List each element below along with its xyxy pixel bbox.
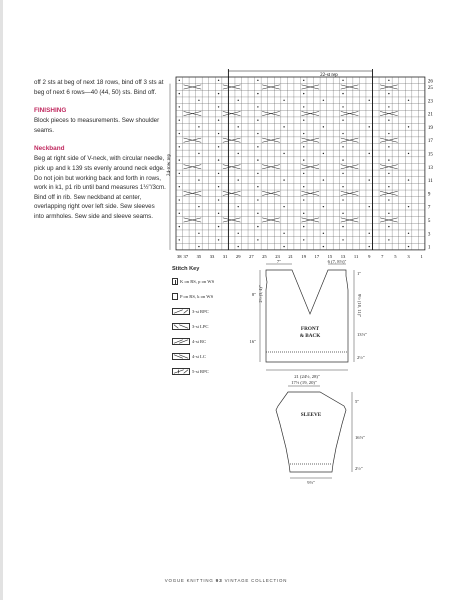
purl-symbol-icon	[172, 293, 178, 300]
sleeve-cuff-width-dim: 9½"	[307, 480, 315, 485]
purl-dot	[303, 239, 304, 240]
sleeve-cuff-dim: 2½"	[355, 466, 363, 471]
purl-dot	[342, 146, 343, 147]
body-label-back: & BACK	[299, 333, 321, 339]
body-side-right-dim: 13½"	[357, 332, 367, 337]
stitch-number: 29	[235, 253, 241, 259]
purl-dot	[179, 80, 180, 81]
purl-dot	[218, 120, 219, 121]
neckband-text: Beg at right side of V-neck, with circular needle, pick up and k 139 sts evenly around neck edge. Do not join but working back and forth in rows, work in k1, p1 rib until band measures 1½"/3cm. Bind off in rib. Sew neckband at center, overlapping right over left side. Sew sleeves into armholes. Sew side and sleeve seams.	[34, 155, 166, 220]
purl-dot	[283, 100, 284, 101]
purl-dot	[257, 213, 258, 214]
row-number: 7	[427, 205, 431, 211]
purl-dot	[179, 159, 180, 160]
purl-dot	[408, 246, 409, 247]
footer-collection: VINTAGE COLLECTION	[224, 578, 288, 583]
row-labels	[428, 79, 434, 250]
purl-dot	[369, 179, 370, 180]
purl-dot	[388, 146, 389, 147]
purl-dot	[303, 199, 304, 200]
purl-dot	[238, 206, 239, 207]
stitch-number: 15	[327, 253, 333, 259]
purl-dot	[342, 186, 343, 187]
stitch-number: 17	[314, 253, 320, 259]
rpc5-symbol-icon	[172, 368, 190, 375]
body-top-right-dim: 6 (7, 8½)"	[327, 259, 347, 264]
purl-dot	[179, 226, 180, 227]
purl-dot	[179, 186, 180, 187]
purl-dot	[218, 159, 219, 160]
purl-dot	[388, 120, 389, 121]
purl-dot	[388, 213, 389, 214]
purl-dot	[238, 179, 239, 180]
instructions-column	[34, 78, 166, 222]
purl-dot	[218, 133, 219, 134]
purl-dot	[238, 153, 239, 154]
row-number: 26	[427, 79, 433, 85]
schematics	[236, 258, 376, 490]
body-label-front: FRONT	[300, 326, 320, 332]
lpc3-symbol-icon	[172, 323, 190, 330]
row-number: 25	[427, 85, 433, 91]
purl-dot	[179, 146, 180, 147]
purl-dot	[303, 120, 304, 121]
body-armhole-dim: 9½ (10, 11)"	[357, 294, 362, 318]
purl-dot	[198, 246, 199, 247]
row-number: 19	[427, 125, 433, 131]
sleeve-cap-dim: 5"	[355, 399, 360, 404]
purl-dot	[257, 159, 258, 160]
page-edge	[0, 0, 3, 600]
purl-dot	[257, 239, 258, 240]
stitch-number: 27	[249, 253, 254, 259]
purl-dot	[369, 206, 370, 207]
purl-dot	[257, 93, 258, 94]
purl-dot	[238, 100, 239, 101]
purl-dot	[342, 159, 343, 160]
purl-dot	[218, 173, 219, 174]
stitch-key-label: K on RS, p on WS	[180, 278, 215, 284]
rpc3-symbol-icon	[172, 308, 190, 315]
purl-dot	[218, 239, 219, 240]
row-number: 11	[427, 179, 433, 185]
stitch-number: 23	[275, 253, 280, 259]
purl-dot	[342, 239, 343, 240]
purl-dot	[342, 199, 343, 200]
body-length-dim: 16"	[249, 339, 256, 344]
purl-dot	[388, 186, 389, 187]
purl-dot	[179, 239, 180, 240]
cable-chart-svg	[150, 60, 435, 259]
purl-dot	[257, 173, 258, 174]
purl-dot	[323, 179, 324, 180]
purl-dot	[198, 100, 199, 101]
purl-dot	[257, 146, 258, 147]
purl-dot	[257, 133, 258, 134]
purl-dot	[218, 213, 219, 214]
page-number: 93	[215, 579, 223, 584]
instructions-intro: off 2 sts at beg of next 18 rows, bind off 3 sts at beg of next 6 rows—40 (44, 50) sts. Bind off.	[34, 79, 164, 96]
purl-dot	[388, 106, 389, 107]
purl-dot	[342, 226, 343, 227]
purl-dot	[323, 233, 324, 234]
sleeve-label: SLEEVE	[300, 412, 322, 418]
stitch-number: 33	[209, 253, 215, 259]
purl-dot	[179, 120, 180, 121]
neckband-heading: Neckband	[34, 145, 65, 153]
purl-dot	[342, 120, 343, 121]
row-number: 9	[427, 192, 431, 198]
purl-dot	[283, 153, 284, 154]
purl-dot	[369, 100, 370, 101]
purl-dot	[238, 233, 239, 234]
purl-dot	[198, 153, 199, 154]
purl-dot	[257, 80, 258, 81]
body-v-depth-dim: 8"	[251, 292, 256, 297]
sleeve-outline	[276, 392, 346, 472]
purl-dot	[388, 173, 389, 174]
purl-dot	[408, 233, 409, 234]
stitch-number: 5	[394, 253, 397, 259]
body-rib-dim: 2½"	[357, 355, 365, 360]
schematics-svg	[236, 258, 376, 490]
purl-dot	[198, 206, 199, 207]
purl-dot	[388, 199, 389, 200]
stitch-key-label: 3-st RPC	[192, 308, 209, 314]
body-width-dim: 21 (24½, 28)"	[294, 374, 320, 379]
stitch-number: 1	[420, 253, 423, 259]
stitch-number: 25	[262, 253, 267, 259]
row-number: 15	[427, 152, 433, 158]
purl-dot	[218, 106, 219, 107]
purl-dot	[342, 133, 343, 134]
row-number: 23	[427, 99, 433, 105]
purl-dot	[218, 146, 219, 147]
row-number: 17	[427, 139, 433, 145]
purl-dot	[218, 199, 219, 200]
purl-dot	[303, 93, 304, 94]
purl-dot	[369, 126, 370, 127]
purl-dot	[218, 186, 219, 187]
purl-dot	[342, 213, 343, 214]
footer-magazine: VOGUE KNITTING	[164, 578, 214, 583]
purl-dot	[369, 153, 370, 154]
row-number: 3	[427, 232, 431, 238]
finishing-text: Block pieces to measurements. Sew shoulder seams.	[34, 117, 160, 134]
stitch-number: 38	[176, 253, 182, 259]
sleeve-length-dim: 16½"	[355, 435, 365, 440]
purl-dot	[198, 179, 199, 180]
purl-dot	[388, 226, 389, 227]
purl-dot	[218, 226, 219, 227]
purl-dot	[323, 100, 324, 101]
stitch-number: 19	[301, 253, 307, 259]
purl-dot	[303, 133, 304, 134]
purl-dot	[283, 179, 284, 180]
purl-dot	[369, 246, 370, 247]
stitch-number: 21	[288, 253, 293, 259]
purl-dot	[179, 173, 180, 174]
purl-dot	[303, 80, 304, 81]
purl-dot	[238, 126, 239, 127]
stitch-key-title: Stitch Key	[172, 266, 200, 272]
side-label: 24-row rep	[167, 153, 172, 177]
rep-label: 22-st rep	[320, 73, 338, 78]
purl-dot	[303, 106, 304, 107]
rc4-symbol-icon	[172, 338, 190, 345]
stitch-number: 35	[196, 253, 202, 259]
purl-dot	[388, 239, 389, 240]
purl-dot	[257, 226, 258, 227]
purl-dot	[388, 159, 389, 160]
purl-dot	[342, 173, 343, 174]
stitch-number: 31	[222, 253, 228, 259]
row-number: 21	[427, 112, 433, 118]
purl-dot	[283, 233, 284, 234]
page-footer	[0, 578, 452, 584]
stitch-key-label: 4-st LC	[192, 353, 206, 359]
purl-dot	[257, 120, 258, 121]
purl-dot	[323, 153, 324, 154]
purl-dot	[323, 126, 324, 127]
purl-dot	[342, 80, 343, 81]
purl-dot	[257, 199, 258, 200]
purl-dot	[408, 206, 409, 207]
purl-dot	[283, 126, 284, 127]
purl-dot	[179, 213, 180, 214]
purl-dot	[179, 93, 180, 94]
purl-dot	[218, 93, 219, 94]
cable-chart	[150, 60, 435, 259]
stitch-key-label: 4-st RC	[192, 338, 207, 344]
lc4-symbol-icon	[172, 353, 190, 360]
purl-dot	[408, 126, 409, 127]
sleeve-top-width-dim: 17½ (19, 20)"	[291, 380, 317, 385]
purl-dot	[323, 206, 324, 207]
purl-dot	[408, 179, 409, 180]
stitch-key-label: P on RS, k on WS	[180, 293, 214, 299]
row-number: 1	[427, 245, 431, 251]
stitch-number: 13	[340, 253, 346, 259]
purl-dot	[179, 199, 180, 200]
row-number: 5	[427, 218, 431, 224]
purl-dot	[218, 80, 219, 81]
purl-dot	[303, 159, 304, 160]
finishing-heading: FINISHING	[34, 107, 67, 115]
purl-dot	[303, 173, 304, 174]
purl-dot	[388, 80, 389, 81]
purl-dot	[257, 186, 258, 187]
purl-dot	[342, 106, 343, 107]
stitch-key-label: 3-st LPC	[192, 323, 209, 329]
row-number: 13	[427, 165, 433, 171]
purl-dot	[388, 133, 389, 134]
stitch-number: 11	[353, 253, 359, 259]
purl-dot	[408, 153, 409, 154]
purl-dot	[303, 213, 304, 214]
body-outline	[266, 270, 348, 362]
purl-dot	[257, 106, 258, 107]
stitch-number: 7	[381, 253, 384, 259]
body-top-left-dim: 7"	[276, 259, 282, 264]
purl-dot	[198, 233, 199, 234]
purl-dot	[388, 93, 389, 94]
knit-symbol-icon	[172, 278, 178, 285]
purl-dot	[408, 100, 409, 101]
purl-dot	[369, 233, 370, 234]
purl-dot	[238, 246, 239, 247]
stitch-number: 9	[368, 253, 371, 259]
purl-dot	[303, 186, 304, 187]
purl-dot	[303, 146, 304, 147]
purl-dot	[198, 126, 199, 127]
purl-dot	[179, 133, 180, 134]
purl-dot	[283, 206, 284, 207]
chart-grid	[170, 69, 425, 250]
purl-dot	[283, 246, 284, 247]
purl-dot	[323, 246, 324, 247]
purl-dot	[342, 93, 343, 94]
body-shoulder-dim: 1"	[357, 271, 362, 276]
body-side-left-dim: 2½ (3, 4)"	[258, 285, 263, 303]
stitch-number: 37	[183, 253, 189, 259]
stitch-number: 3	[407, 253, 410, 259]
purl-dot	[179, 106, 180, 107]
stitch-key-label: 5-st RPC	[192, 368, 209, 374]
purl-dot	[303, 226, 304, 227]
